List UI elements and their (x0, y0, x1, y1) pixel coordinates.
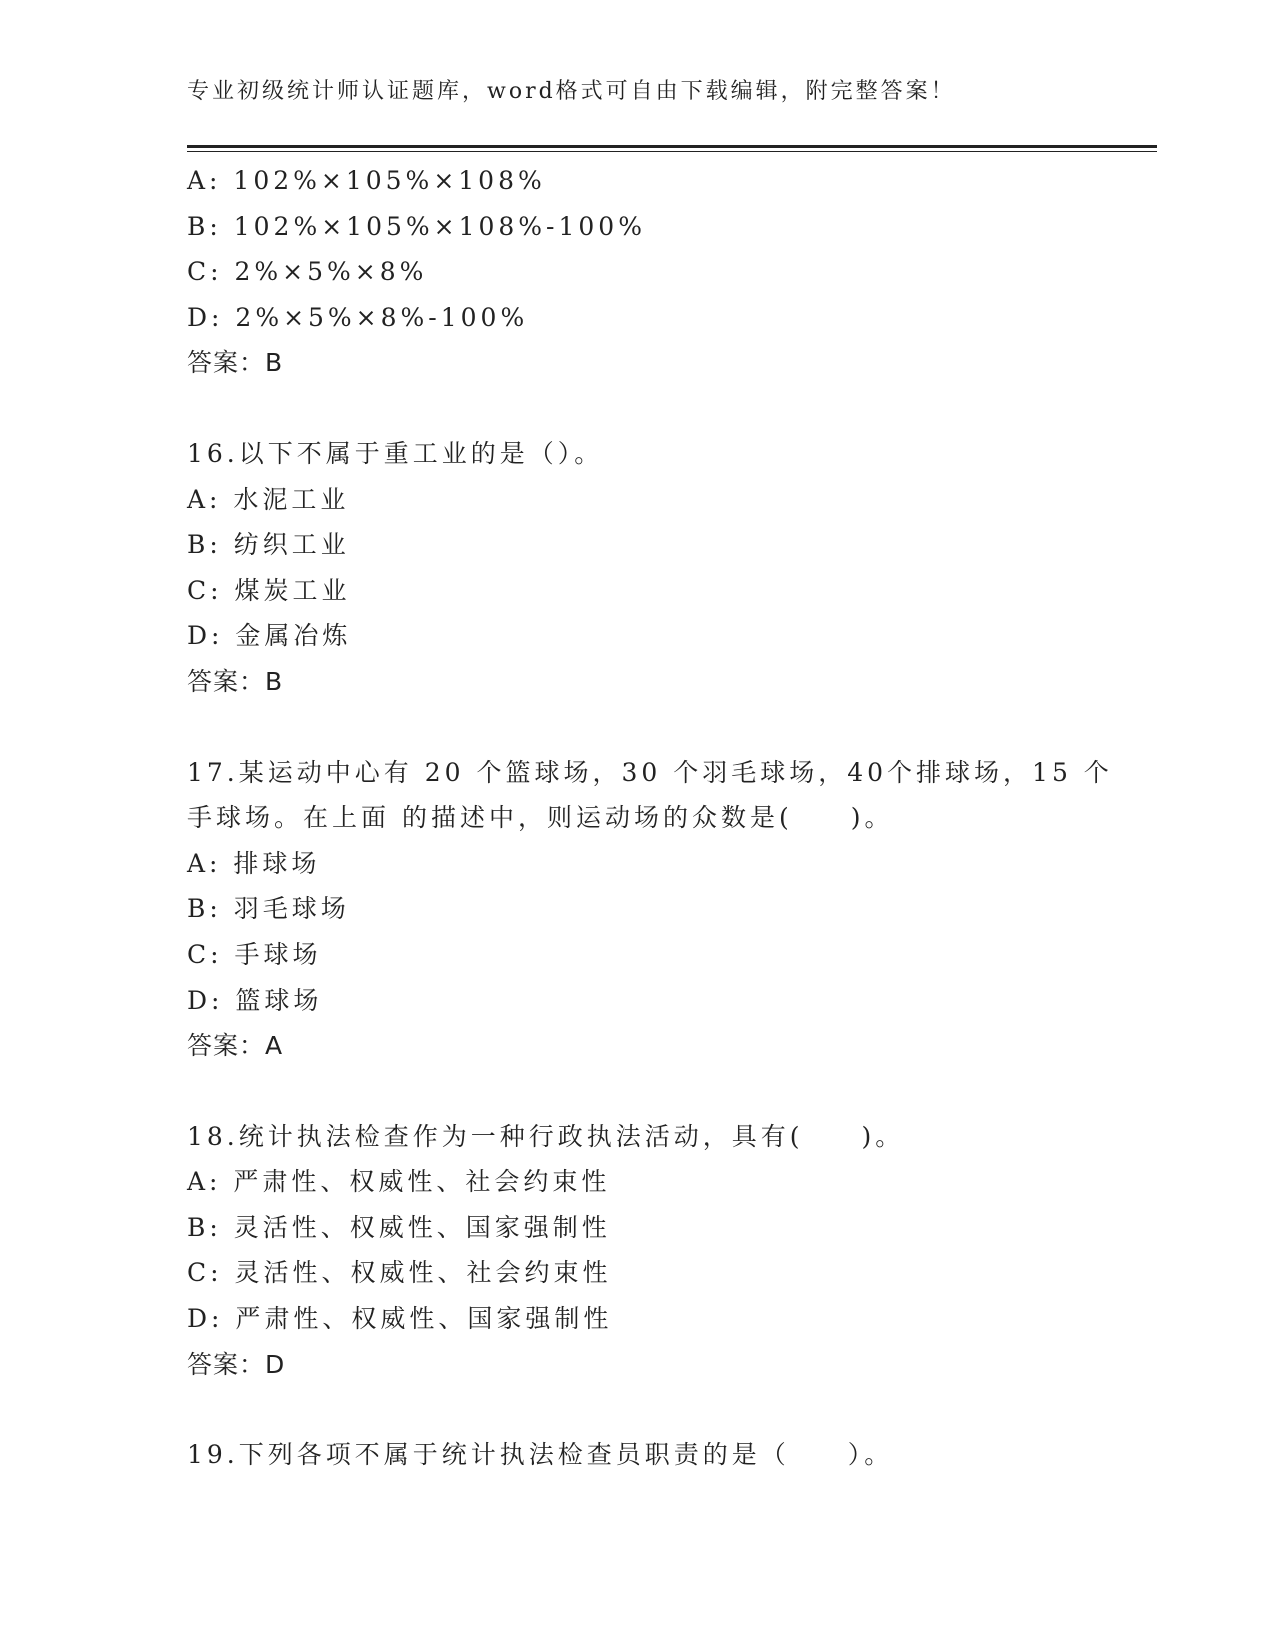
option-d: D: 2%×5%×8%-100% (187, 302, 529, 332)
option-c: C: 灵活性、权威性、社会约束性 (187, 1258, 612, 1288)
question-block-prev (187, 158, 1147, 386)
question-block-17 (187, 750, 1147, 1069)
answer-line: 答案：A (187, 1031, 284, 1061)
answer-line: 答案：B (187, 348, 284, 378)
question-block-16 (187, 431, 1147, 705)
document-body (187, 158, 1147, 1478)
option-c: C: 手球场 (187, 939, 322, 969)
option-c: C: 煤炭工业 (187, 575, 351, 605)
option-a: A: 水泥工业 (187, 484, 350, 514)
question-block-19 (187, 1432, 1147, 1478)
question-stem-line-1: 17.某运动中心有 20 个篮球场，30 个羽毛球场，40个排球场，15 个 (187, 757, 1113, 787)
option-b: B: 灵活性、权威性、国家强制性 (187, 1212, 611, 1242)
option-c: C: 2%×5%×8% (187, 257, 428, 287)
header-rule-thin (187, 151, 1157, 152)
option-a: A: 102%×105%×108% (187, 166, 546, 195)
option-d: D: 金属冶炼 (187, 621, 352, 651)
option-d: D: 严肃性、权威性、国家强制性 (187, 1304, 613, 1334)
question-stem: 18.统计执法检查作为一种行政执法活动，具有( )。 (187, 1121, 905, 1151)
option-a: A: 严肃性、权威性、社会约束性 (187, 1167, 611, 1197)
option-b: B: 纺织工业 (187, 530, 350, 560)
answer-line: 答案：B (187, 666, 284, 696)
option-b: B: 羽毛球场 (187, 894, 350, 924)
question-stem: 19.下列各项不属于统计执法检查员职责的是（ ）。 (187, 1440, 894, 1470)
option-b: B: 102%×105%×108%-100% (187, 211, 646, 241)
question-block-18 (187, 1114, 1147, 1388)
option-d: D: 篮球场 (187, 985, 323, 1015)
question-stem: 16.以下不属于重工业的是（）。 (187, 438, 604, 468)
header-rule-thick (187, 145, 1157, 148)
page-header: 专业初级统计师认证题库，word格式可自由下载编辑，附完整答案！ (187, 79, 956, 104)
question-stem-line-2: 手球场。在上面 的描述中，则运动场的众数是( )。 (187, 803, 894, 833)
option-a: A: 排球场 (187, 848, 321, 878)
answer-line: 答案：D (187, 1349, 286, 1379)
